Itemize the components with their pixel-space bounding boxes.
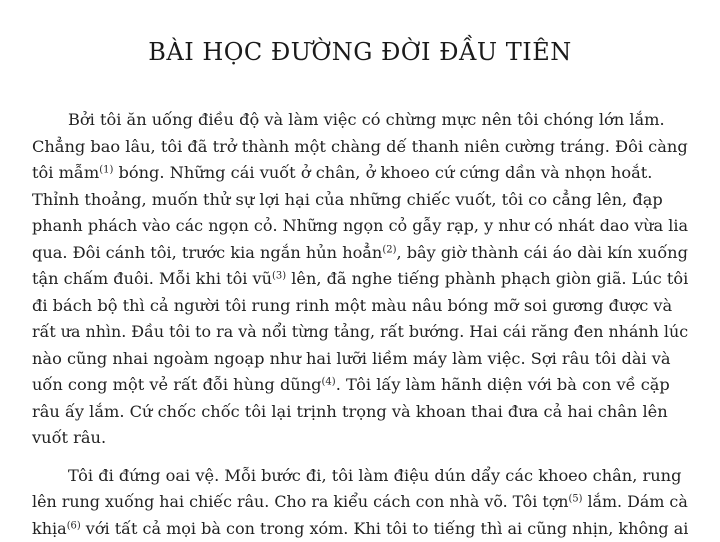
- text-line: đi bách bộ thì cả người tôi rung rinh một màu nâu bóng mỡ soi gương được và: [32, 293, 688, 320]
- text-span: lên, đã nghe tiếng phành phạch giòn giã. Lúc tôi: [286, 269, 688, 288]
- text-line: [32, 372, 688, 399]
- text-line: Thỉnh thoảng, muốn thử sự lợi hại của những chiếc vuốt, tôi co cẳng lên, đạp: [32, 187, 688, 214]
- paragraph-1: [32, 107, 688, 452]
- footnote-marker: (5): [569, 494, 583, 505]
- text-span: với tất cả mọi bà con trong xóm. Khi tôi to tiếng thì ai cũng nhịn, không ai: [81, 519, 689, 538]
- text-line: [32, 160, 688, 187]
- text-line: rất ưa nhìn. Đầu tôi to ra và nổi từng tảng, rất bướng. Hai cái răng đen nhánh lúc: [32, 319, 675, 346]
- text-span: , bây giờ thành cái áo dài kín xuống: [396, 243, 687, 262]
- text-span: bóng. Những cái vuốt ở chân, ở khoeo cứ cứng dần và nhọn hoắt.: [113, 163, 652, 182]
- text-span: lắm. Dám cà: [582, 492, 687, 511]
- chapter-title: BÀI HỌC ĐƯỜNG ĐỜI ĐẦU TIÊN: [32, 0, 688, 88]
- text-line: phanh phách vào các ngọn cỏ. Những ngọn cỏ gẫy rạp, y như có nhát dao vừa lia: [32, 213, 681, 240]
- text-line: Bởi tôi ăn uống điều độ và làm việc có chừng mực nên tôi chóng lớn lắm.: [32, 107, 688, 134]
- text-line: Chẳng bao lâu, tôi đã trở thành một chàng dế thanh niên cường tráng. Đôi càng: [32, 134, 688, 161]
- text-line: [32, 266, 685, 293]
- text-span: khịa: [32, 519, 67, 538]
- text-line: Tôi đi đứng oai vệ. Mỗi bước đi, tôi làm điệu dún dẩy các khoeo chân, rung: [32, 463, 688, 490]
- footnote-marker: (1): [99, 165, 113, 176]
- text-span: . Tôi lấy làm hãnh diện với bà con về cặp: [336, 375, 670, 394]
- text-span: tận chấm đuôi. Mỗi khi tôi vũ: [32, 269, 272, 288]
- text-line: [32, 516, 681, 542]
- text-span: qua. Đôi cánh tôi, trước kia ngắn hủn hoẳn: [32, 243, 382, 262]
- text-span: lên rung xuống hai chiếc râu. Cho ra kiểu cách con nhà võ. Tôi tợn: [32, 492, 569, 511]
- text-line: [32, 489, 675, 516]
- text-line: [32, 240, 686, 267]
- footnote-marker: (4): [322, 377, 336, 388]
- paragraph-2: [32, 463, 688, 542]
- text-line: nào cũng nhai ngoàm ngoạp như hai lưỡi liềm máy làm việc. Sợi râu tôi dài và: [32, 346, 688, 373]
- footnote-marker: (2): [382, 244, 396, 255]
- footnote-marker: (6): [67, 520, 81, 531]
- text-line: râu ấy lắm. Cứ chốc chốc tôi lại trịnh trọng và khoan thai đưa cả hai chân lên: [32, 399, 688, 426]
- footnote-marker: (3): [272, 271, 286, 282]
- text-span: tôi mẫm: [32, 163, 99, 182]
- text-line: vuốt râu.: [32, 425, 688, 452]
- text-span: uốn cong một vẻ rất đỗi hùng dũng: [32, 375, 322, 394]
